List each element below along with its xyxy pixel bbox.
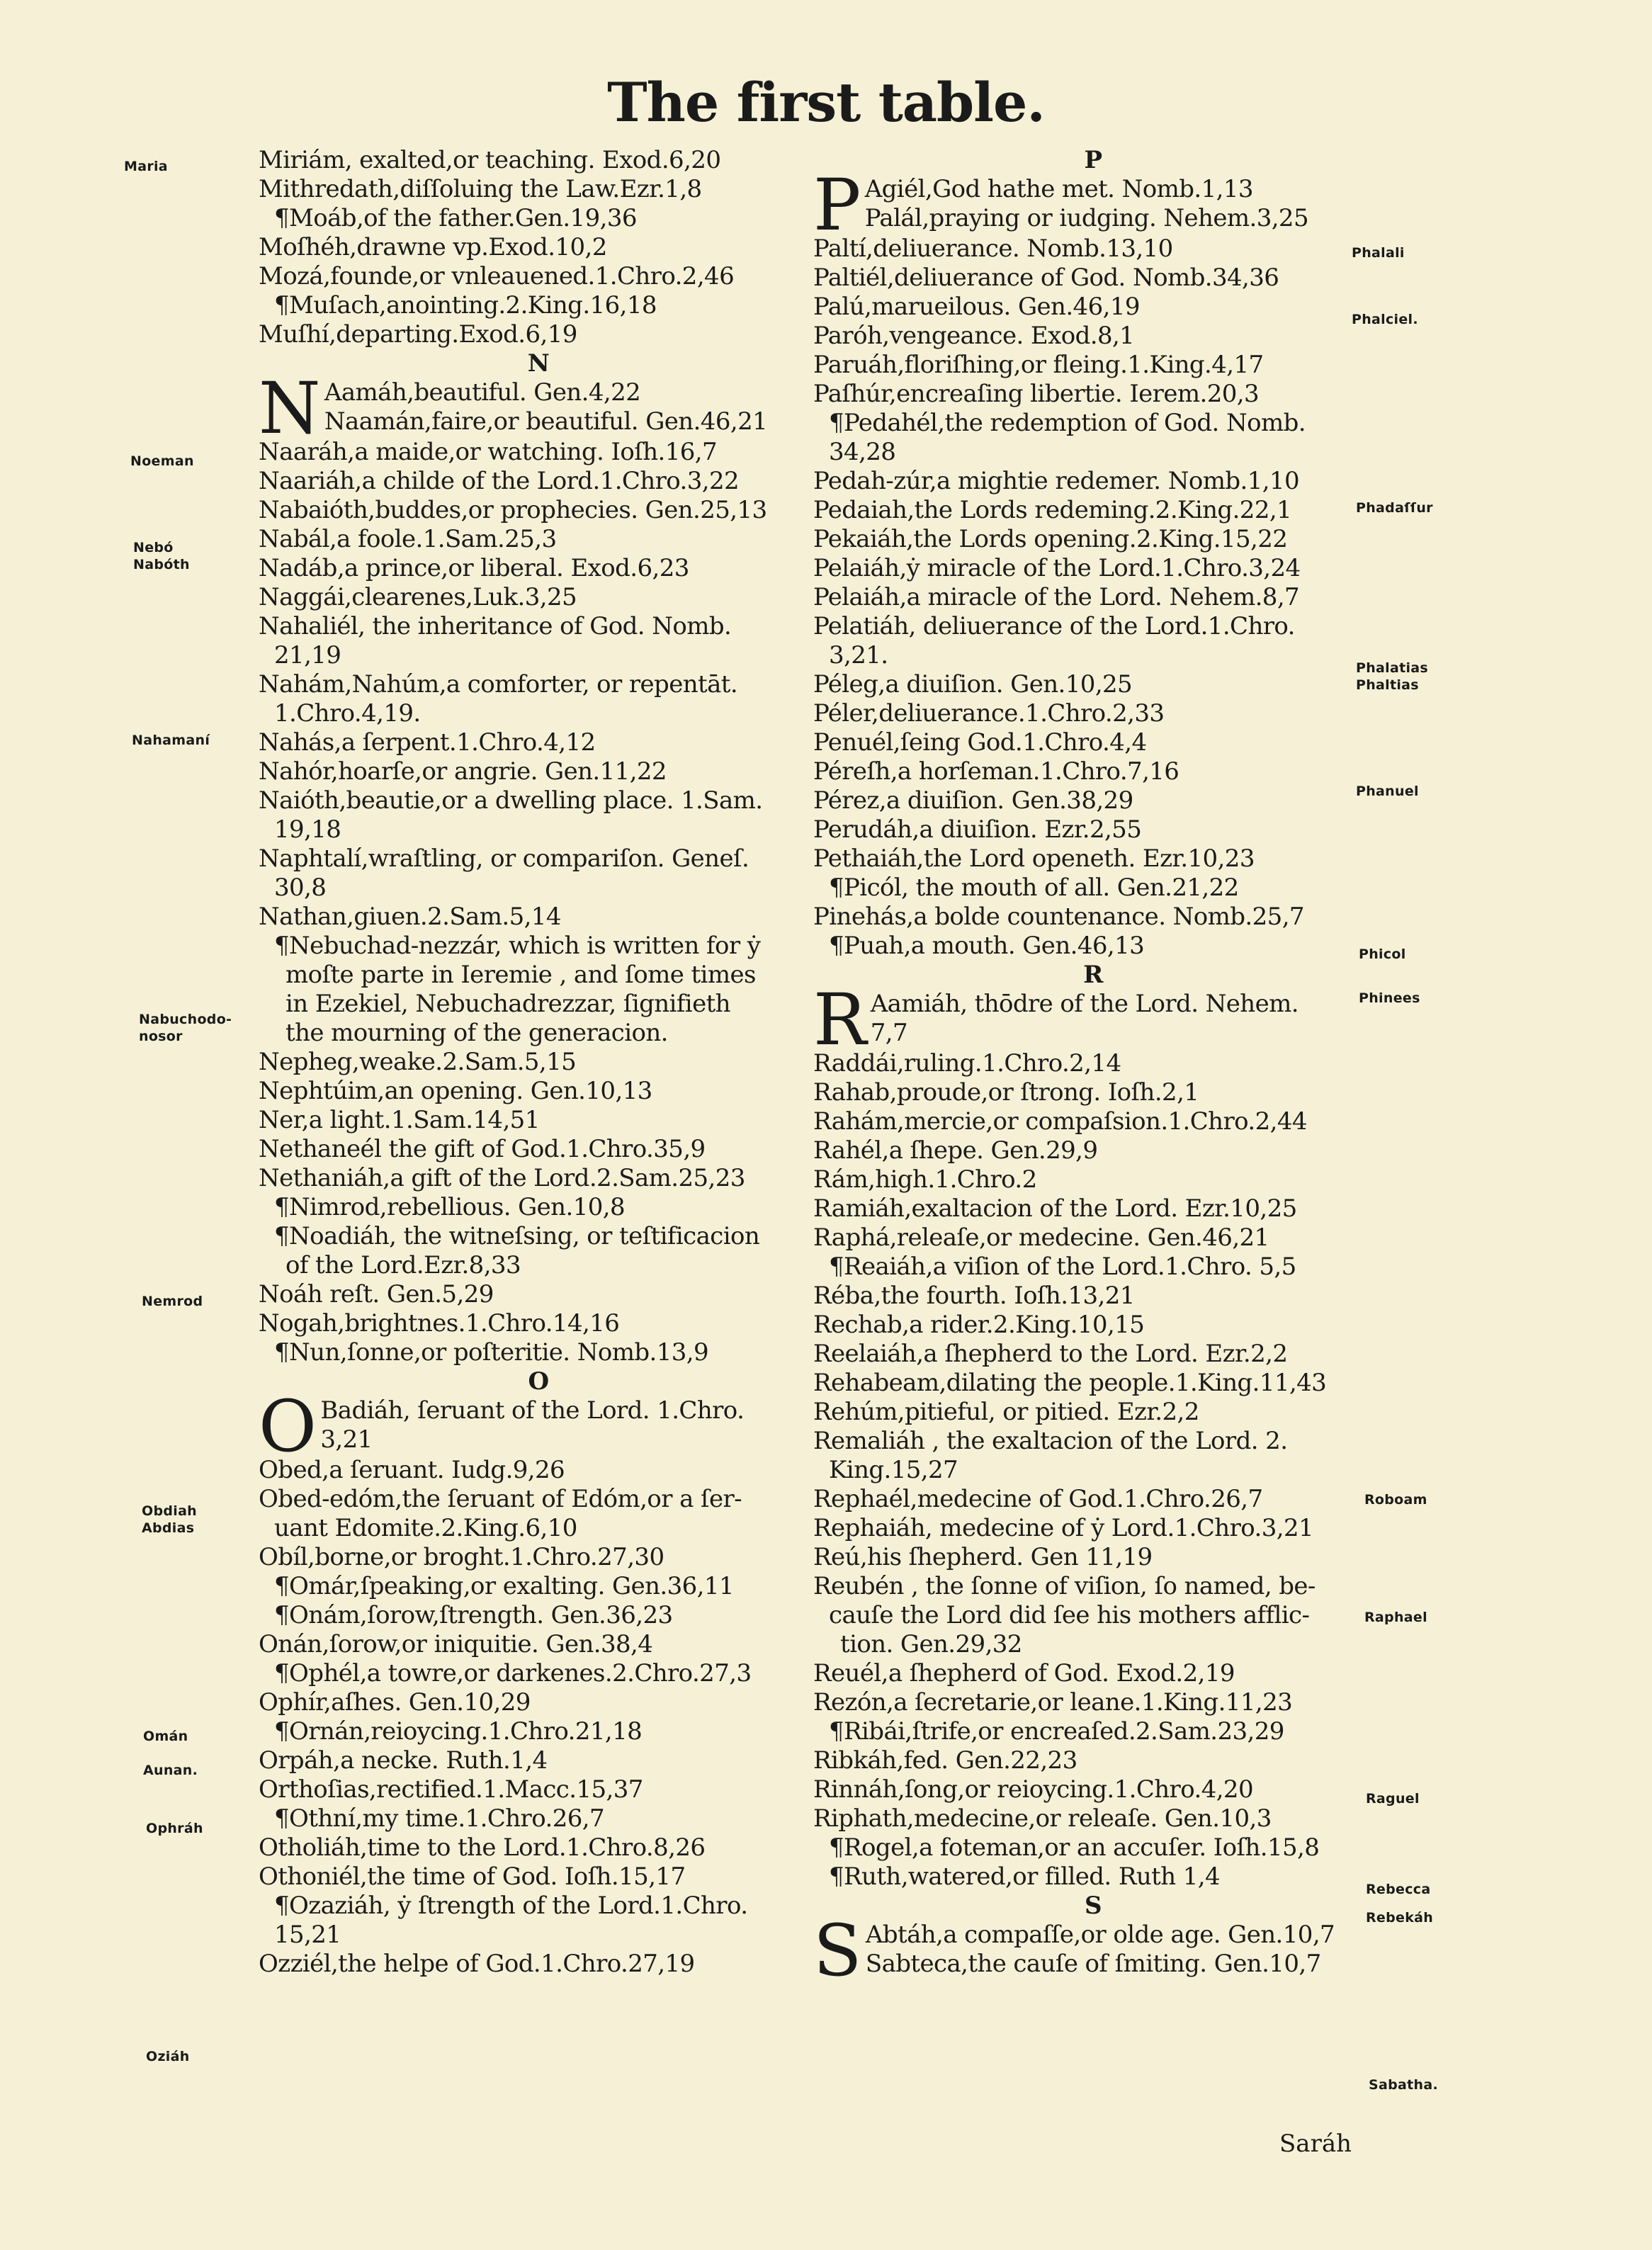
margin-note: Phicol [1359,946,1406,962]
name-entry: ¶Onám,ſorow,ſtrength. Gen.36,23 [274,1601,673,1629]
margin-note: Omán [143,1729,188,1744]
drop-cap: O [259,1385,317,1468]
name-entry: Ophír,aſhes. Gen.10,29 [259,1688,531,1717]
name-entry: Riphath,medecine,or releaſe. Gen.10,3 [813,1804,1272,1833]
name-entry: ¶Nebuchad-nezzár, which is written for ẏ [274,932,761,960]
entry-continuation: King.15,27 [829,1456,958,1484]
name-entry: Rahab,proude,or ſtrong. Ioſh.2,1 [813,1078,1199,1107]
entry-line: 7,7 [870,1019,907,1047]
margin-note: Sabatha. [1369,2077,1438,2093]
entry-continuation: 3,21. [829,641,888,669]
name-entry: Rahám,mercie,or compaſsion.1.Chro.2,44 [813,1107,1307,1136]
name-entry: Onán,ſorow,or iniquitie. Gen.38,4 [259,1630,653,1658]
name-entry: Rechab,a rider.2.King.10,15 [813,1311,1145,1339]
margin-note: Rebecca [1366,1882,1431,1897]
name-entry: Nogah,brightnes.1.Chro.14,16 [259,1309,620,1338]
margin-note: Nabóth [133,557,190,572]
name-entry: Pelatiáh, deliuerance of the Lord.1.Chro. [813,612,1295,640]
name-entry: Remaliáh , the exaltacion of the Lord. 2. [813,1427,1288,1455]
entry-continuation: 15,21 [274,1921,341,1949]
name-entry: Perudáh,a diuiſion. Ezr.2,55 [813,815,1142,844]
name-entry: Paſhúr,encreaſing libertie. Ierem.20,3 [813,380,1259,408]
name-entry: ¶Ruth,watered,or filled. Ruth 1,4 [829,1862,1220,1891]
drop-cap: N [259,367,320,450]
name-entry: Rephaél,medecine of God.1.Chro.26,7 [813,1485,1263,1513]
name-entry: Ramiáh,exaltacion of the Lord. Ezr.10,25 [813,1194,1297,1223]
name-entry: Nadáb,a prince,or liberal. Exod.6,23 [259,554,689,582]
entry-continuation: 34,28 [829,438,896,466]
catchword: Saráh [1279,2130,1352,2158]
name-entry: Obed,a ſeruant. Iudg.9,26 [259,1456,565,1484]
name-entry: Muſhí,departing.Exod.6,19 [259,320,577,349]
margin-note: Nebó [133,540,174,555]
name-entry: Reuél,a ſhepherd of God. Exod.2,19 [813,1659,1235,1688]
margin-note: Phalciel. [1352,312,1418,327]
name-entry: Miriám, exalted,or teaching. Exod.6,20 [259,146,721,174]
name-entry: Reú,his ſhepherd. Gen 11,19 [813,1543,1153,1571]
name-entry: Paróh,vengeance. Exod.8,1 [813,322,1135,350]
name-entry: Raphá,releaſe,or medecine. Gen.46,21 [813,1223,1269,1252]
name-entry: Rehúm,pitieful, or pitied. Ezr.2,2 [813,1398,1199,1426]
name-entry: ¶Nun,ſonne,or poſteritie. Nomb.13,9 [274,1338,709,1367]
name-entry: ¶Rogel,a foteman,or an accuſer. Ioſh.15,8 [829,1833,1320,1862]
name-entry: Noáh reſt. Gen.5,29 [259,1280,494,1308]
name-entry: Paruáh,floriſhing,or fleing.1.King.4,17 [813,351,1264,379]
margin-note: Raphael [1364,1610,1427,1625]
name-entry: ¶Picól, the mouth of all. Gen.21,22 [829,874,1239,902]
margin-note: Nahamaní [132,733,210,748]
right-column [813,146,1373,1992]
section-letter: R [1083,961,1103,989]
entry-continuation: moſte parte in Ieremie , and ſome times [285,961,756,989]
name-entry: Nahór,hoarſe,or angrie. Gen.11,22 [259,757,667,786]
name-entry: Rinnáh,ſong,or reioycing.1.Chro.4,20 [813,1775,1253,1804]
name-entry: Péler,deliuerance.1.Chro.2,33 [813,699,1165,728]
margin-note: Raguel [1366,1791,1420,1807]
name-entry: Mozá,founde,or vnleauened.1.Chro.2,46 [259,262,735,290]
name-entry: Pedaiah,the Lords redeming.2.King.22,1 [813,496,1292,524]
name-entry: Nabaióth,buddes,or prophecies. Gen.25,13 [259,496,767,524]
name-entry: Penuél,ſeing God.1.Chro.4,4 [813,728,1147,757]
name-entry: Pérez,a diuiſion. Gen.38,29 [813,786,1133,815]
name-entry: ¶Ophél,a towre,or darkenes.2.Chro.27,3 [274,1659,752,1688]
name-entry: Pethaiáh,the Lord openeth. Ezr.10,23 [813,844,1255,873]
name-entry: ¶Ozaziáh, ẏ ſtrength of the Lord.1.Chro. [274,1892,748,1920]
name-entry: ¶Ribái,ſtrife,or encreaſed.2.Sam.23,29 [829,1717,1284,1746]
entry-line: Badiáh, ſeruant of the Lord. 1.Chro. [320,1396,745,1425]
margin-note: Obdiah [142,1503,198,1519]
name-entry: Raddái,ruling.1.Chro.2,14 [813,1049,1121,1078]
drop-cap-entry [813,978,1373,1061]
name-entry: Mithredath,diſſoluing the Law.Ezr.1,8 [259,175,702,203]
entry-line: Sabteca,the cauſe of ſmiting. Gen.10,7 [865,1950,1321,1978]
drop-cap-entry [813,164,1373,247]
name-entry: Orthoſias,rectified.1.Macc.15,37 [259,1775,643,1804]
name-entry: Rám,high.1.Chro.2 [813,1165,1037,1194]
name-entry: Pelaiáh,ẏ miracle of the Lord.1.Chro.3,24 [813,554,1301,582]
margin-note: Nemrod [142,1294,203,1309]
name-entry: Ner,a light.1.Sam.14,51 [259,1106,540,1134]
name-entry: Pinehás,a bolde countenance. Nomb.25,7 [813,903,1304,931]
name-entry: ¶Nimrod,rebellious. Gen.10,8 [274,1193,625,1221]
name-entry: Naióth,beautie,or a dwelling place. 1.Sam. [259,786,763,815]
name-entry: Réba,the fourth. Ioſh.13,21 [813,1282,1135,1310]
drop-cap: P [813,164,861,247]
name-entry: Pekaiáh,the Lords opening.2.King.15,22 [813,525,1288,553]
name-entry: Orpáh,a necke. Ruth.1,4 [259,1746,548,1775]
margin-note: Oziáh [146,2049,190,2064]
name-entry: Ribkáh,fed. Gen.22,23 [813,1746,1077,1775]
margin-note: Phadaſſur [1356,500,1433,516]
margin-note: Aunan. [143,1763,198,1778]
drop-cap-entry [813,1909,1373,1992]
name-entry: ¶Reaiáh,a viſion of the Lord.1.Chro. 5,5 [829,1253,1296,1281]
drop-cap: S [813,1909,861,1992]
name-entry: Moſhéh,drawne vp.Exod.10,2 [259,233,607,261]
margin-note: Nabuchodo- [139,1012,232,1027]
name-entry: Obíl,borne,or broght.1.Chro.27,30 [259,1543,664,1571]
name-entry: Reelaiáh,a ſhepherd to the Lord. Ezr.2,2 [813,1340,1288,1368]
margin-note: Phinees [1359,990,1420,1006]
margin-note: Roboam [1364,1492,1427,1508]
entry-line: 3,21 [320,1425,373,1454]
page-title: The first table. [607,71,1045,134]
section-letter: P [1084,146,1102,174]
name-entry: Ozziél,the helpe of God.1.Chro.27,19 [259,1950,695,1978]
name-entry: Péreſh,a horſeman.1.Chro.7,16 [813,757,1179,786]
entry-continuation: cauſe the Lord did ſee his mothers afflic- [829,1601,1310,1629]
entry-line: Agiél,God hathe met. Nomb.1,13 [864,175,1253,203]
margin-note: nosor [139,1029,183,1044]
name-entry: Palú,marueilous. Gen.46,19 [813,293,1140,321]
margin-note: Phalatias [1356,660,1429,676]
name-entry: Nabál,a foole.1.Sam.25,3 [259,525,557,553]
drop-cap-entry [259,367,818,450]
name-entry: Nethaniáh,a gift of the Lord.2.Sam.25,23 [259,1164,745,1192]
name-entry: Nahám,Nahúm,a comforter, or repentāt. [259,670,738,699]
name-entry: ¶Othní,my time.1.Chro.26,7 [274,1804,604,1833]
name-entry: Pelaiáh,a miracle of the Lord. Nehem.8,7 [813,583,1300,611]
name-entry: ¶Pedahél,the redemption of God. Nomb. [829,409,1306,437]
name-entry: Nahás,a ſerpent.1.Chro.4,12 [259,728,596,757]
name-entry: ¶Omár,ſpeaking,or exalting. Gen.36,11 [274,1572,734,1600]
margin-note: Maria [124,159,168,174]
section-letter: N [527,349,550,378]
drop-cap: R [813,978,866,1061]
name-entry: Nephtúim,an opening. Gen.10,13 [259,1077,652,1105]
margin-note: Rebekáh [1366,1910,1434,1926]
name-entry: Othoniél,the time of God. Ioſh.15,17 [259,1862,686,1891]
margin-note: Abdias [142,1520,195,1536]
entry-continuation: 30,8 [274,874,327,902]
entry-continuation: 21,19 [274,641,341,669]
margin-note: Phalali [1352,245,1405,261]
name-entry: Nethaneél the gift of God.1.Chro.35,9 [259,1135,706,1163]
entry-line: Palál,praying or iudging. Nehem.3,25 [864,204,1308,232]
entry-continuation: in Ezekiel, Nebuchadrezzar, ſignifieth [285,990,730,1018]
left-column [259,146,818,1979]
name-entry: ¶Noadiáh, the witneſsing, or teſtificacion [274,1222,760,1250]
entry-continuation: of the Lord.Ezr.8,33 [285,1251,521,1279]
name-entry: Obed-edóm,the ſeruant of Edóm,or a ſer- [259,1485,742,1513]
name-entry: Rezón,a ſecretarie,or leane.1.King.11,23 [813,1688,1293,1717]
name-entry: Naggái,clearenes,Luk.3,25 [259,583,577,611]
entry-continuation: tion. Gen.29,32 [840,1630,1022,1658]
name-entry: Rehabeam,dilating the people.1.King.11,43 [813,1369,1327,1397]
margin-note: Ophráh [146,1821,203,1836]
name-entry: ¶Ornán,reioycing.1.Chro.21,18 [274,1717,643,1746]
name-entry: ¶Muſach,anointing.2.King.16,18 [274,291,657,320]
name-entry: Paltí,deliuerance. Nomb.13,10 [813,234,1173,263]
entry-continuation: uant Edomite.2.King.6,10 [274,1514,577,1542]
entry-continuation: 1.Chro.4,19. [274,699,421,728]
margin-note: Phaltias [1356,677,1419,693]
name-entry: Naariáh,a childe of the Lord.1.Chro.3,22 [259,467,740,495]
entry-continuation: the mourning of the generacion. [285,1019,668,1047]
name-entry: Reubén , the ſonne of viſion, ſo named, be- [813,1572,1316,1600]
name-entry: ¶Puah,a mouth. Gen.46,13 [829,932,1145,960]
name-entry: Otholiáh,time to the Lord.1.Chro.8,26 [259,1833,706,1862]
name-entry: Naaráh,a maide,or watching. Ioſh.16,7 [259,438,718,466]
name-entry: Nepheg,weake.2.Sam.5,15 [259,1048,577,1076]
entry-line: Aamáh,beautiful. Gen.4,22 [324,378,641,407]
margin-note: Noeman [130,453,194,469]
name-entry: Rephaiáh, medecine of ẏ Lord.1.Chro.3,21 [813,1514,1314,1542]
name-entry: Péleg,a diuiſion. Gen.10,25 [813,670,1133,699]
name-entry: ¶Moáb,of the father.Gen.19,36 [274,204,637,232]
margin-note: Phanuel [1356,784,1419,799]
entry-line: Aamiáh, thōdre of the Lord. Nehem. [870,990,1299,1018]
entry-line: Abtáh,a compaſſe,or olde age. Gen.10,7 [865,1921,1335,1949]
name-entry: Pedah-zúr,a mightie redemer. Nomb.1,10 [813,467,1300,495]
section-letter: O [528,1367,549,1396]
name-entry: Nahaliél, the inheritance of God. Nomb. [259,612,732,640]
entry-continuation: 19,18 [274,815,341,844]
name-entry: Nathan,giuen.2.Sam.5,14 [259,903,561,931]
name-entry: Paltiél,deliuerance of God. Nomb.34,36 [813,264,1279,292]
section-letter: S [1085,1892,1102,1920]
entry-line: Naamán,faire,or beautiful. Gen.46,21 [324,407,768,436]
name-entry: Rahél,a ſhepe. Gen.29,9 [813,1136,1098,1165]
name-entry: Naphtalí,wraſtling, or compariſon. Geneſ. [259,844,749,873]
drop-cap-entry [259,1385,818,1468]
